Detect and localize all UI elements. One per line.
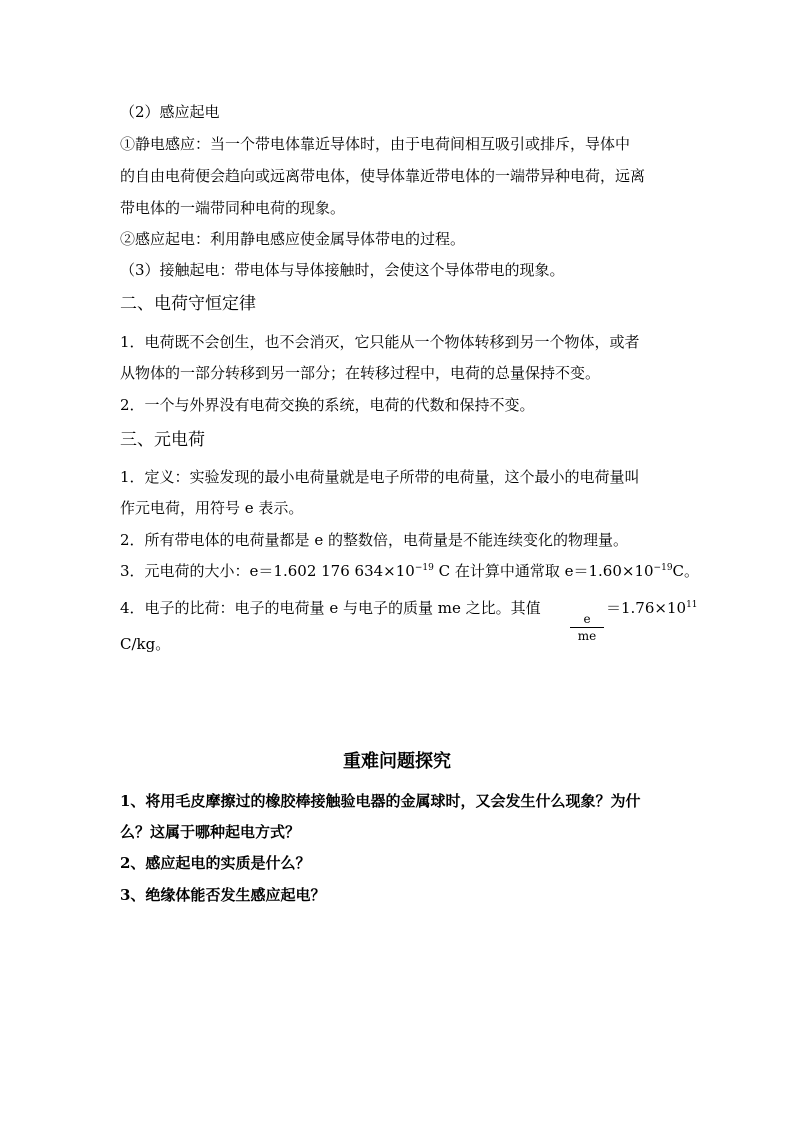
question-2: 2、感应起电的实质是什么？	[120, 854, 311, 872]
conservation-item1-line2: 从物体的一部分转移到另一部分；在转移过程中，电荷的总量保持不变。	[120, 364, 601, 382]
item4-after: ＝1.76×10	[606, 599, 687, 617]
elementary-item1-line1: 1．定义：实验发现的最小电荷量就是电子所带的电荷量，这个最小的电荷量叫	[120, 468, 640, 486]
elementary-item1-line2: 作元电荷，用符号 e 表示。	[120, 499, 304, 517]
question-3: 3、绝缘体能否发生感应起电？	[120, 886, 326, 904]
elementary-item4-line2: C/kg。	[120, 635, 171, 653]
item4-value	[606, 598, 698, 618]
elementary-item3	[120, 561, 700, 581]
item4-exponent: 11	[686, 600, 698, 610]
item3-middle: C 在计算中通常取 e＝1.60×10	[433, 562, 654, 580]
heading-elementary-charge: 三、元电荷	[120, 430, 205, 450]
contact-charging: （3）接触起电：带电体与导体接触时，会使这个导体带电的现象。	[120, 261, 565, 279]
fraction-numerator: e	[583, 612, 591, 626]
induction-item1-line3: 带电体的一端带同种电荷的现象。	[120, 199, 346, 217]
induction-item1-line1: ①静电感应：当一个带电体靠近导体时，由于电荷间相互吸引或排斥，导体中	[120, 135, 631, 153]
question-1-line1: 1、将用毛皮摩擦过的橡胶棒接触验电器的金属球时，又会发生什么现象？为什	[120, 792, 641, 810]
item3-exponent-1: −19	[414, 563, 434, 573]
item3-prefix: 3．元电荷的大小：e＝1.602 176 634×10	[120, 562, 415, 580]
problems-title: 重难问题探究	[343, 751, 451, 772]
item4-prefix: 4．电子的比荷：电子的电荷量 e 与电子的质量 me 之比。其值	[120, 599, 541, 617]
item3-suffix: C。	[672, 562, 700, 580]
question-1-line2: 么？这属于哪种起电方式？	[120, 823, 301, 841]
fraction-denominator: me	[577, 629, 597, 643]
fraction-bar	[570, 627, 604, 628]
item3-exponent-2: −19	[653, 563, 673, 573]
induction-item1-line2: 的自由电荷便会趋向或远离带电体，使导体靠近带电体的一端带异种电荷，远离	[120, 167, 646, 185]
induction-item2: ②感应起电：利用静电感应使金属导体带电的过程。	[120, 230, 466, 248]
elementary-item2: 2．所有带电体的电荷量都是 e 的整数倍，电荷量是不能连续变化的物理量。	[120, 531, 628, 549]
conservation-item1-line1: 1．电荷既不会创生，也不会消灭，它只能从一个物体转移到另一个物体，或者	[120, 333, 640, 351]
heading-charge-conservation: 二、电荷守恒定律	[120, 294, 256, 314]
conservation-item2: 2．一个与外界没有电荷交换的系统，电荷的代数和保持不变。	[120, 396, 535, 414]
subsection-induction-title: （2）感应起电	[120, 103, 220, 121]
